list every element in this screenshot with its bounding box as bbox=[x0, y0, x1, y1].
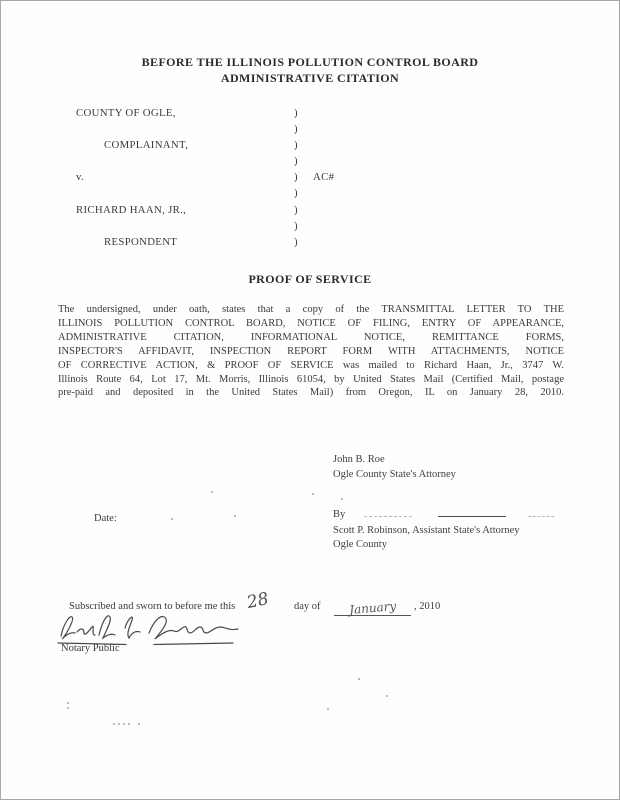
caption-row bbox=[76, 107, 396, 123]
caption-paren: ) bbox=[294, 123, 298, 136]
by-label: By bbox=[333, 509, 346, 520]
signer-name: Scott P. Robinson, Assistant State's Attorney bbox=[333, 525, 520, 536]
handwritten-month-line bbox=[334, 599, 411, 616]
caption-row bbox=[76, 139, 396, 155]
caption-row bbox=[76, 155, 396, 171]
party-role: RESPONDENT bbox=[104, 235, 178, 248]
signature-line bbox=[438, 515, 506, 517]
party-role: COMPLAINANT, bbox=[104, 139, 189, 152]
by-signature-row bbox=[333, 509, 554, 520]
attorney-block bbox=[333, 453, 456, 482]
attorney-name: John B. Roe bbox=[333, 454, 385, 465]
body-line: The undersigned, under oath, states that a copy of the TRANSMITTAL LETTER TO THE bbox=[58, 304, 564, 315]
document-header bbox=[1, 55, 619, 86]
signer-org: Ogle County bbox=[333, 539, 387, 550]
body-line: OF CORRECTIVE ACTION, & PROOF OF SERVICE was mailed to Richard Haan, Jr., 3747 W. bbox=[58, 359, 564, 371]
case-number: AC# bbox=[313, 171, 335, 184]
caption-row bbox=[76, 171, 396, 187]
sworn-text-suffix: , 2010 bbox=[414, 601, 441, 612]
signature-line-faint bbox=[528, 515, 554, 517]
caption-row bbox=[76, 123, 396, 139]
caption-paren: ) bbox=[294, 155, 298, 168]
caption-paren: ) bbox=[294, 187, 298, 200]
body-paragraph bbox=[58, 303, 564, 400]
caption-row bbox=[76, 220, 396, 236]
caption-row bbox=[76, 204, 396, 220]
body-line: pre-paid and deposited in the United States Mail) from Oregon, IL on January 28, 2010. bbox=[58, 387, 564, 399]
caption-paren: ) bbox=[294, 107, 298, 119]
handwritten-day: 28 bbox=[245, 588, 271, 614]
attorney-title: Ogle County State's Attorney bbox=[333, 468, 456, 480]
caption-row bbox=[76, 187, 396, 203]
notary-public-label: Notary Public bbox=[61, 643, 120, 654]
caption-paren: ) bbox=[294, 203, 298, 216]
versus-label: v. bbox=[76, 171, 84, 184]
body-line: ADMINISTRATIVE CITATION, INFORMATIONAL NOTICE, REMITTANCE FORMS, bbox=[58, 331, 564, 343]
body-line: Illinois Route 64, Lot 17, Mt. Morris, Illinois 61054, by United States Mail (Certified Mail, postage bbox=[58, 373, 564, 385]
sworn-text-prefix: Subscribed and sworn to before me this bbox=[69, 601, 236, 612]
header-line-1: BEFORE THE ILLINOIS POLLUTION CONTROL BOARD bbox=[141, 55, 479, 69]
caption-paren: ) bbox=[294, 171, 298, 184]
party-name: RICHARD HAAN, JR., bbox=[76, 203, 187, 216]
caption-paren: ) bbox=[294, 235, 298, 248]
body-line: INSPECTOR'S AFFIDAVIT, INSPECTION REPORT FORM WITH ATTACHMENTS, NOTICE bbox=[58, 345, 564, 357]
case-caption bbox=[76, 107, 396, 252]
caption-paren: ) bbox=[294, 219, 298, 232]
caption-row bbox=[76, 236, 396, 252]
caption-paren: ) bbox=[294, 139, 298, 152]
section-title: PROOF OF SERVICE bbox=[248, 272, 372, 286]
header-line-2: ADMINISTRATIVE CITATION bbox=[220, 70, 400, 85]
date-label: Date: bbox=[94, 513, 117, 524]
party-name: COUNTY OF OGLE, bbox=[76, 107, 176, 119]
handwritten-month: January bbox=[348, 598, 397, 618]
body-line: ILLINOIS POLLUTION CONTROL BOARD, NOTICE OF FILING, ENTRY OF APPEARANCE, bbox=[58, 317, 564, 329]
signature-line-faint bbox=[364, 515, 412, 517]
sworn-text-middle: day of bbox=[294, 601, 321, 612]
